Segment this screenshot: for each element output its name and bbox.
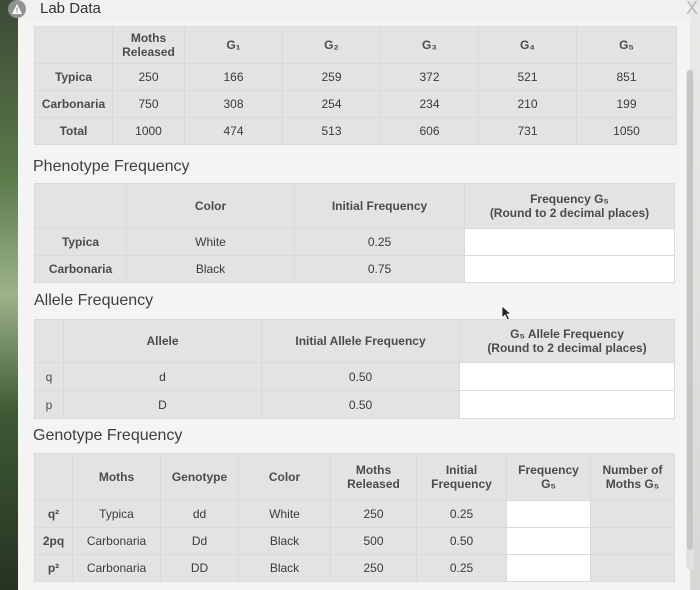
g5-allele-frequency-label: G₅ Allele Frequency xyxy=(510,327,624,341)
genotype-header: Genotype xyxy=(161,454,239,501)
color-header: Color xyxy=(127,184,295,229)
initial-frequency-cell: 0.75 xyxy=(295,256,465,283)
genotype-section-title: Genotype Frequency xyxy=(33,427,183,444)
genotype-cell: dd xyxy=(161,501,239,528)
color-cell: Black xyxy=(239,528,331,555)
moths-header: Moths xyxy=(73,454,161,501)
color-cell: Black xyxy=(127,256,295,283)
genotype-cell: Dd xyxy=(161,528,239,555)
moth-cell: Carbonaria xyxy=(73,555,161,582)
number-of-moths-header xyxy=(591,454,675,501)
row-label: Carbonaria xyxy=(35,256,127,283)
table-cell: 199 xyxy=(577,91,677,118)
g5-allele-frequency-header xyxy=(460,320,675,363)
frequency-g5-input[interactable] xyxy=(507,555,591,582)
genotype-table xyxy=(34,453,675,582)
corner-cell xyxy=(35,320,64,363)
row-label: Carbonaria xyxy=(35,91,113,118)
genotype-symbol: q² xyxy=(35,501,73,528)
title-bar xyxy=(18,0,698,20)
allele-cell: d xyxy=(64,363,262,391)
corner-cell xyxy=(35,27,113,64)
table-cell: 851 xyxy=(577,64,677,91)
moths-released-cell: 500 xyxy=(331,528,417,555)
table-cell: 474 xyxy=(185,118,283,145)
frequency-g5-input[interactable] xyxy=(465,229,675,256)
phenotype-table xyxy=(34,183,675,283)
initial-frequency-cell: 0.50 xyxy=(417,528,507,555)
allele-section-title: Allele Frequency xyxy=(34,292,154,309)
allele-symbol: q xyxy=(35,363,64,391)
table-cell: 750 xyxy=(113,91,185,118)
table-row xyxy=(35,229,675,256)
table-row xyxy=(35,391,675,419)
scrollbar[interactable] xyxy=(686,70,694,570)
moth-cell: Typica xyxy=(73,501,161,528)
allele-table xyxy=(34,319,675,419)
color-cell: Black xyxy=(239,555,331,582)
frequency-g5-header xyxy=(507,454,591,501)
mouse-cursor-icon xyxy=(501,305,513,321)
color-header: Color xyxy=(239,454,331,501)
number-of-moths-line2: Moths G₅ xyxy=(605,477,660,491)
table-row xyxy=(35,64,677,91)
g5-header: G₅ xyxy=(577,27,677,64)
allele-symbol: p xyxy=(35,391,64,419)
initial-frequency-line2: Frequency xyxy=(431,477,492,491)
close-button[interactable]: X xyxy=(685,0,698,18)
number-of-moths-input[interactable] xyxy=(591,528,675,555)
table-row xyxy=(35,528,675,555)
genotype-cell: DD xyxy=(161,555,239,582)
frequency-g5-input[interactable] xyxy=(507,501,591,528)
table-row xyxy=(35,91,677,118)
lab-data-window xyxy=(18,0,698,590)
table-cell: 372 xyxy=(381,64,479,91)
frequency-g5-line1: Frequency xyxy=(518,463,579,477)
table-cell: 731 xyxy=(479,118,577,145)
moth-counts-table xyxy=(34,26,677,145)
number-of-moths-line1: Number of xyxy=(602,463,663,477)
genotype-symbol: 2pq xyxy=(35,528,73,555)
phenotype-section-title: Phenotype Frequency xyxy=(33,158,190,175)
row-label: Typica xyxy=(35,64,113,91)
frequency-g5-line2: G₅ xyxy=(541,477,556,491)
table-row xyxy=(35,555,675,582)
moths-released-cell: 250 xyxy=(331,501,417,528)
initial-frequency-cell: 0.25 xyxy=(417,555,507,582)
table-cell: 210 xyxy=(479,91,577,118)
table-cell: 250 xyxy=(113,64,185,91)
g2-header: G₂ xyxy=(283,27,381,64)
color-cell: White xyxy=(239,501,331,528)
initial-allele-frequency-header: Initial Allele Frequency xyxy=(262,320,460,363)
corner-cell xyxy=(35,454,73,501)
moths-released-cell: 250 xyxy=(331,555,417,582)
table-row xyxy=(35,363,675,391)
moths-released-header: Moths Released xyxy=(113,27,185,64)
initial-allele-frequency-cell: 0.50 xyxy=(262,363,460,391)
table-cell: 254 xyxy=(283,91,381,118)
g5-allele-frequency-input[interactable] xyxy=(460,363,675,391)
round-instruction: (Round to 2 decimal places) xyxy=(489,206,650,220)
moths-released-line1: Moths xyxy=(355,463,392,477)
moth-cell: Carbonaria xyxy=(73,528,161,555)
table-row xyxy=(35,501,675,528)
initial-allele-frequency-cell: 0.50 xyxy=(262,391,460,419)
initial-frequency-header: Initial Frequency xyxy=(295,184,465,229)
table-cell: 606 xyxy=(381,118,479,145)
corner-cell xyxy=(35,184,127,229)
frequency-g5-label: Frequency G₅ xyxy=(530,192,609,206)
warning-icon xyxy=(8,0,26,18)
row-label: Total xyxy=(35,118,113,145)
number-of-moths-input[interactable] xyxy=(591,501,675,528)
initial-frequency-cell: 0.25 xyxy=(295,229,465,256)
table-row xyxy=(35,256,675,283)
moths-released-line2: Released xyxy=(347,477,400,491)
initial-frequency-cell: 0.25 xyxy=(417,501,507,528)
window-title: Lab Data xyxy=(40,0,101,17)
allele-header: Allele xyxy=(64,320,262,363)
initial-frequency-line1: Initial xyxy=(445,463,478,477)
genotype-symbol: p² xyxy=(35,555,73,582)
g5-allele-frequency-input[interactable] xyxy=(460,391,675,419)
table-cell: 166 xyxy=(185,64,283,91)
frequency-g5-input[interactable] xyxy=(507,528,591,555)
scrollbar-thumb[interactable] xyxy=(687,70,693,550)
g4-header: G₄ xyxy=(479,27,577,64)
round-instruction: (Round to 2 decimal places) xyxy=(487,341,647,355)
table-cell: 234 xyxy=(381,91,479,118)
table-row xyxy=(35,118,677,145)
number-of-moths-input[interactable] xyxy=(591,555,675,582)
table-cell: 259 xyxy=(283,64,381,91)
table-cell: 521 xyxy=(479,64,577,91)
table-cell: 1050 xyxy=(577,118,677,145)
row-label: Typica xyxy=(35,229,127,256)
frequency-g5-input[interactable] xyxy=(465,256,675,283)
moths-released-header xyxy=(331,454,417,501)
initial-frequency-header xyxy=(417,454,507,501)
frequency-g5-header xyxy=(465,184,675,229)
table-cell: 513 xyxy=(283,118,381,145)
color-cell: White xyxy=(127,229,295,256)
g3-header: G₃ xyxy=(381,27,479,64)
g1-header: G₁ xyxy=(185,27,283,64)
allele-cell: D xyxy=(64,391,262,419)
table-cell: 308 xyxy=(185,91,283,118)
table-cell: 1000 xyxy=(113,118,185,145)
